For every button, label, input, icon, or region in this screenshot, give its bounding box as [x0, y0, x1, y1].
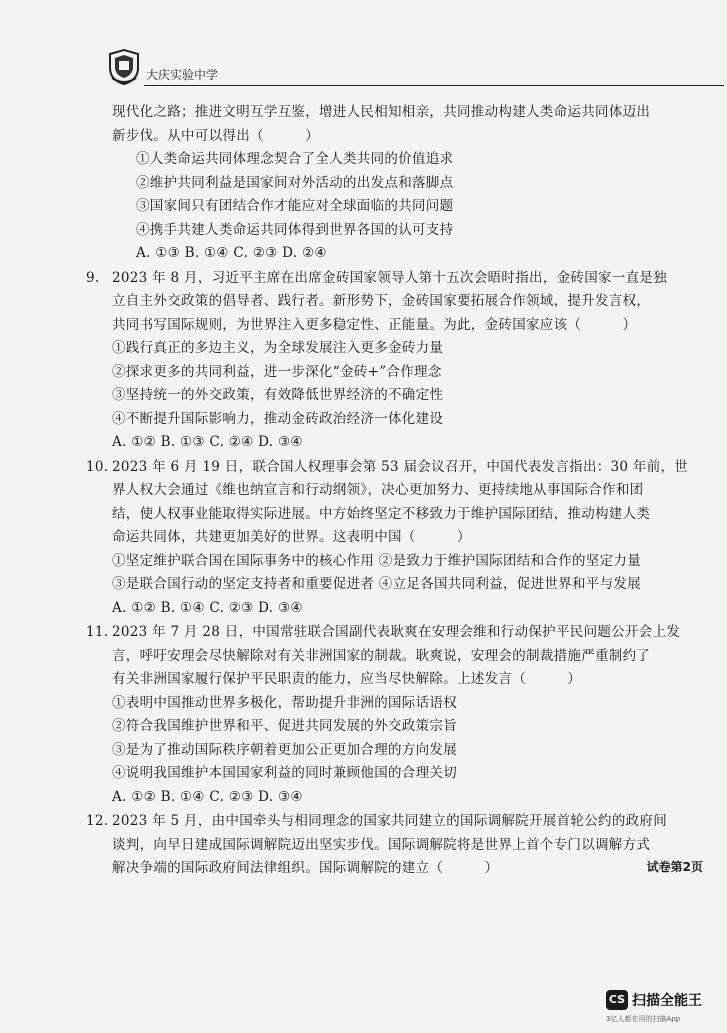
question-number: 11.: [86, 624, 109, 640]
school-name: 大庆实验中学: [146, 68, 219, 82]
answer-choices: A. ①② B. ①④ C. ②③ D. ③④: [112, 599, 303, 616]
question-line: 界人权大会通过《维也纳宣言和行动纲领》，决心更加努力、更持续地从事国际合作和团: [112, 482, 644, 498]
question-line: 新步伐。从中可以得出（ ）: [112, 127, 319, 144]
question-line: 有关非洲国家履行保护平民职责的能力，应当尽快解除。上述发言（ ）: [112, 671, 582, 687]
answer-choices: A. ①③ B. ①④ C. ②③ D. ②④: [136, 245, 327, 261]
question-line: 命运共同体，共建更加美好的世界。这表明中国（ ）: [112, 529, 471, 545]
question-12: [86, 810, 692, 881]
question-line: 立自主外交政策的倡导者、践行者。新形势下，金砖国家要拓展合作领域，提升发言权，: [112, 293, 651, 309]
question-9: [86, 267, 692, 455]
watermark-name: 扫描全能王: [632, 993, 702, 1009]
option-line: ③坚持统一的外交政策，有效降低世界经济的不确定性: [112, 387, 444, 403]
question-11: [86, 621, 692, 809]
question-10: [86, 456, 692, 621]
question-line: 谈判，向早日建成国际调解院迈出坚实步伐。国际调解院将是世界上首个专门以调解方式: [112, 836, 651, 853]
option-line: ①践行真正的多边主义，为全球发展注入更多金砖力量: [112, 340, 444, 356]
question-line: 结，使人权事业能取得实际进展。中方始终坚定不移致力于维护国际团结，推动构建人类: [112, 505, 651, 522]
question-line: 12. 2023 年 5 月，由中国牵头与相同理念的国家共同建立的国际调解院开展首轮公约的政府间: [112, 810, 692, 834]
question-number: 9.: [86, 269, 100, 286]
page-number: 试卷第2页: [646, 860, 703, 874]
answer-choices: A. ①② B. ①④ C. ②③ D. ③④: [112, 788, 303, 805]
page-header: [100, 44, 700, 90]
question-line: 9. 2023 年 8 月，习近平主席在出席金砖国家领导人第十五次会晤时指出，金砖国家一直是独: [112, 267, 692, 291]
answer-choices: A. ①② B. ①③ C. ②④ D. ③④: [112, 434, 303, 450]
option-line: ③是联合国行动的坚定支持者和重要促进者 ④立足各国共同利益，促进世界和平与发展: [112, 576, 641, 592]
question-line: 言，呼吁安理会尽快解除对有关非洲国家的制裁。耿爽说，安理会的制裁措施严重制约了: [112, 647, 651, 664]
question-line: 10. 2023 年 6 月 19 日，联合国人权理事会第 53 届会议召开，中国代表发言指出：30 年前，世: [112, 456, 692, 480]
question-continuation: [112, 101, 692, 266]
school-logo-icon: [106, 48, 142, 86]
option-line: ④不断提升国际影响力，推动金砖政治经济一体化建设: [112, 410, 444, 427]
option-line: ②符合我国维护世界和平、促进共同发展的外交政策宗旨: [112, 718, 457, 734]
question-number: 12.: [86, 813, 109, 829]
header-rule: [144, 85, 724, 86]
question-line: 共同书写国际规则，为世界注入更多稳定性、正能量。为此，金砖国家应该（ ）: [112, 316, 637, 333]
question-number: 10.: [86, 458, 109, 475]
question-line: 解决争端的国际政府间法律组织。国际调解院的建立（ ）: [112, 860, 499, 876]
question-line: 11. 2023 年 7 月 28 日，中国常驻联合国副代表耿爽在安理会维和行动保护平民问题公开会上发: [112, 621, 692, 645]
option-line: ③是为了推动国际秩序朝着更加公正更加合理的方向发展: [112, 741, 457, 758]
watermark-tagline: 3亿人都在用的扫描App: [606, 1015, 681, 1023]
option-line: ①坚定维护联合国在国际事务中的核心作用 ②是致力于维护国际团结和合作的坚定力量: [112, 552, 641, 569]
option-line: ③国家间只有团结合作才能应对全球面临的共同问题: [136, 198, 454, 214]
question-line: 现代化之路；推进文明互学互鉴，增进人民相知相亲，共同推动构建人类命运共同体迈出: [112, 104, 651, 120]
option-line: ①表明中国推动世界多极化，帮助提升非洲的国际话语权: [112, 694, 457, 711]
question-body: [86, 100, 692, 881]
option-line: ②探求更多的共同利益，进一步深化“金砖+”合作理念: [112, 363, 442, 380]
option-line: ②维护共同利益是国家间对外活动的出发点和落脚点: [136, 174, 454, 191]
camscanner-icon: CS: [606, 990, 628, 1010]
option-line: ④说明我国维护本国国家利益的同时兼顾他国的合理关切: [112, 765, 457, 781]
option-line: ④携手共建人类命运共同体得到世界各国的认可支持: [136, 221, 454, 238]
option-line: ①人类命运共同体理念契合了全人类共同的价值追求: [136, 151, 454, 167]
scanner-watermark: [606, 988, 716, 1028]
